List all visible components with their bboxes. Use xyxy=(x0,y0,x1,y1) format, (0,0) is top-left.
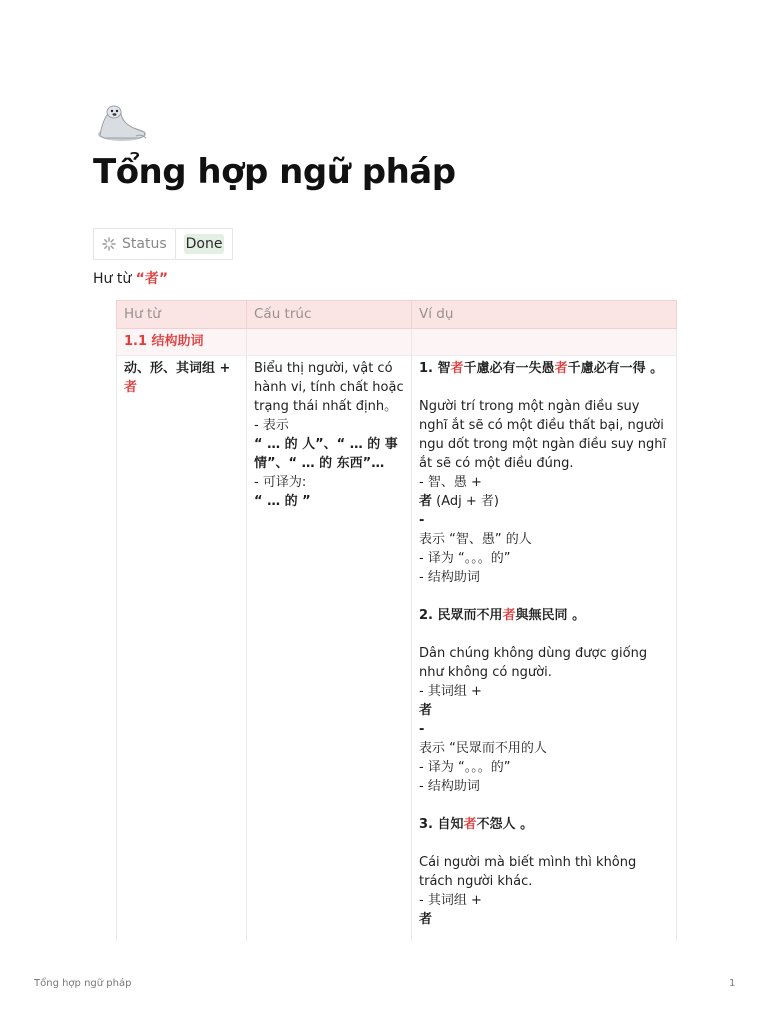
example-line: 者 xyxy=(419,703,433,718)
text-run: 者 xyxy=(419,494,433,509)
spacer xyxy=(419,587,669,606)
example-line: - 其词组 + xyxy=(419,684,482,699)
table-cell[interactable] xyxy=(247,329,412,356)
example-line: Người trí trong một ngàn điều suy nghĩ ắt sẽ có một điều thất bại, người ngu dốt trong một ngàn điều suy nghĩ ắt sẽ có một điều đúng. xyxy=(419,399,667,471)
example-line: - xyxy=(419,513,425,528)
structure-line: - 可译为: xyxy=(254,475,307,490)
example-number: 2. xyxy=(419,608,438,623)
text-run: 民眾而不用 xyxy=(437,608,503,623)
page-title: Tổng hợp ngữ pháp xyxy=(93,152,456,192)
text-run: 者 xyxy=(502,608,516,623)
example-line xyxy=(419,492,669,511)
structure-label: 者 xyxy=(124,380,138,395)
spacer xyxy=(419,796,669,815)
text-run: 智 xyxy=(437,361,451,376)
footer-title: Tổng hợp ngữ pháp xyxy=(34,978,132,989)
structure-line: Biểu thị người, vật có hành vi, tính chất hoặc trạng thái nhất định。 xyxy=(254,361,404,414)
structure-label: 动、形、其词组 + xyxy=(124,361,231,376)
text-run: 與無民同 。 xyxy=(515,608,586,623)
table-row xyxy=(117,356,677,942)
example-line: 者 xyxy=(419,912,433,927)
status-badge[interactable]: Done xyxy=(185,236,223,252)
spacer xyxy=(419,378,669,397)
grammar-table xyxy=(116,300,677,941)
seal-icon xyxy=(92,100,148,144)
column-header-vi-du[interactable]: Ví dụ xyxy=(412,301,677,329)
section-prefix: Hư từ xyxy=(93,271,136,287)
status-property[interactable] xyxy=(93,228,233,260)
table-subheader-row xyxy=(117,329,677,356)
text-run: 千慮必有一失愚 xyxy=(463,361,555,376)
status-key xyxy=(94,229,176,259)
cell-hu-tu[interactable] xyxy=(117,356,247,942)
spacer xyxy=(419,625,669,644)
loading-icon xyxy=(102,237,116,251)
spacer xyxy=(419,834,669,853)
cell-vi-du[interactable] xyxy=(412,356,677,942)
example-line: Cái người mà biết mình thì không trách người khác. xyxy=(419,855,637,889)
section-heading xyxy=(93,268,168,288)
column-header-hu-tu[interactable]: Hư từ xyxy=(117,301,247,329)
text-run: 千慮必有一得 。 xyxy=(567,361,664,376)
text-run: (Adj + 者) xyxy=(432,494,499,509)
text-run: 者 xyxy=(554,361,568,376)
text-run: 不怨人 。 xyxy=(476,817,534,832)
example-line: 表示 “智、愚” 的人 xyxy=(419,532,532,547)
example-example-heading xyxy=(419,815,669,834)
structure-line: “ … 的 ” xyxy=(254,494,311,509)
example-line: - 结构助词 xyxy=(419,570,480,585)
example-line: - 结构助词 xyxy=(419,779,480,794)
structure-line: “ … 的 人”、“ … 的 事情”、“ … 的 东西”… xyxy=(254,437,398,471)
status-value[interactable] xyxy=(176,229,233,259)
example-line: 表示 “民眾而不用的人 xyxy=(419,741,547,756)
table-header-row xyxy=(117,301,677,329)
example-example-heading xyxy=(419,359,669,378)
subheader-cell[interactable]: 1.1 结构助词 xyxy=(117,329,247,356)
footer-page-number: 1 xyxy=(729,978,736,989)
status-key-label: Status xyxy=(122,236,167,252)
text-run: 自知 xyxy=(437,817,464,832)
text-run: 者 xyxy=(463,817,477,832)
example-line: - xyxy=(419,722,425,737)
example-number: 1. xyxy=(419,361,438,376)
example-line: - 译为 “。。。的” xyxy=(419,760,511,775)
text-run: 者 xyxy=(450,361,464,376)
column-header-cau-truc[interactable]: Cấu trúc xyxy=(247,301,412,329)
structure-line: - 表示 xyxy=(254,418,289,433)
example-example-heading xyxy=(419,606,669,625)
example-line: - 译为 “。。。的” xyxy=(419,551,511,566)
example-line: Dân chúng không dùng được giống như không có người. xyxy=(419,646,648,680)
example-number: 3. xyxy=(419,817,438,832)
table-cell[interactable] xyxy=(412,329,677,356)
example-line: - 智、愚 + xyxy=(419,475,482,490)
example-line: - 其词组 + xyxy=(419,893,482,908)
cell-cau-truc[interactable] xyxy=(247,356,412,942)
section-highlight: “者” xyxy=(135,271,169,287)
